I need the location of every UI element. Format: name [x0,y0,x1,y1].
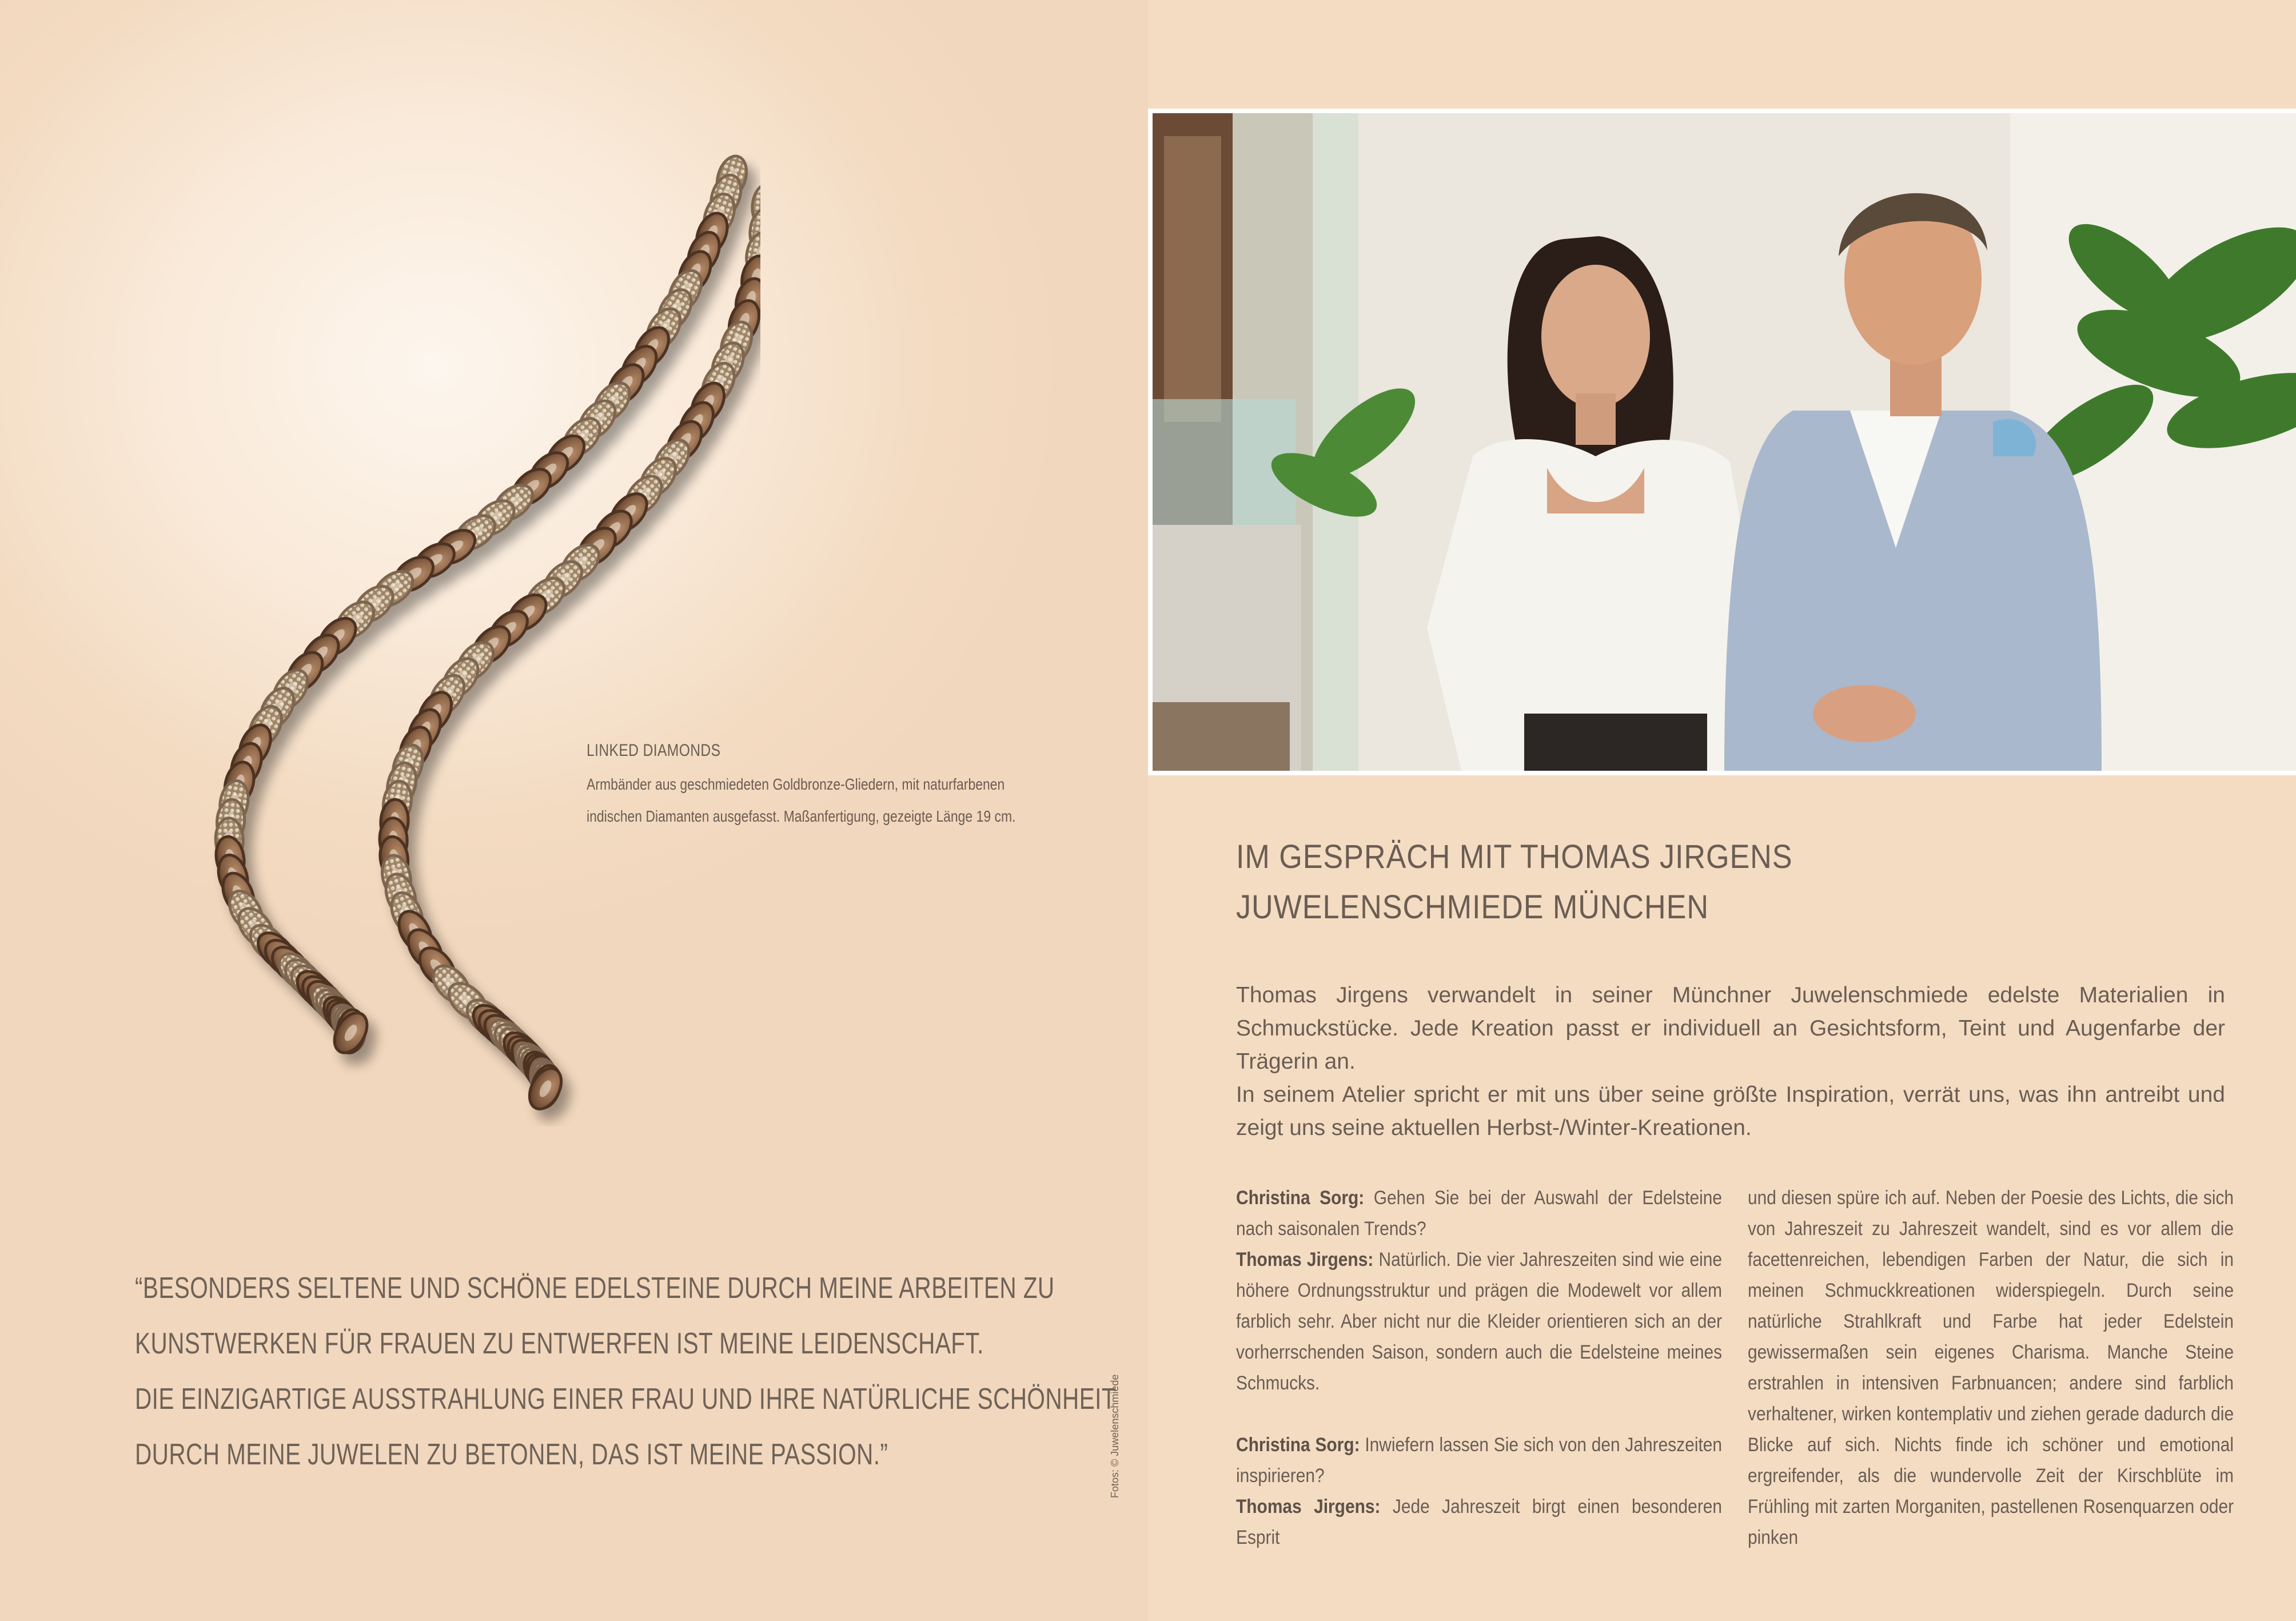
interview-column-2 [1748,1182,2234,1553]
interview-column-1 [1236,1182,1722,1553]
interview-answer [1236,1244,1722,1399]
answer-text: Natürlich. Die vier Jahreszeiten sind wie eine höhere Ordnungsstruktur und prägen die Modewelt vor allem farblich sehr. Aber nicht nur die Kleider orientieren sich an der vorherrschenden Saison, sondern auch die Edelsteine meines Schmucks. [1236,1249,1723,1394]
article-headline [1236,832,1855,933]
headline-line: IM GESPRÄCH MIT THOMAS JIRGENS [1236,838,1793,875]
question-text: Inwiefern lassen Sie sich von den Jahreszeiten inspirieren? [1236,1434,1723,1487]
quote-line: DIE EINZIGARTIGE AUSSTRAHLUNG EINER FRAU UND IHRE NATÜRLICHE SCHÖNHEIT [135,1383,1117,1416]
answer-continuation: und diesen spüre ich auf. Neben der Poesie des Lichts, die sich von Jahreszeit zu Jahreszeit wandelt, sind es vor allem die facettenreichen, lebendigen Farben der Natur, die sich in meinen Schmuckkreationen widerspiegeln. Durch seine natürliche Strahlkraft und Farbe hat jeder Edelstein gewissermaßen sein eigenes Charisma. Manche Steine erstrahlen in intensiven Farbnuancen; andere sind farblich verhaltener, wirken kontemplativ und ziehen gerade dadurch die Blicke auf sich. Nichts finde ich schöner und emotional ergreifender, als die wundervolle Zeit der Kirschblüte im Frühling mit zarten Morganiten, pastellenen Rosenquarzen oder pinken [1748,1187,2234,1548]
interview-answer [1236,1491,1722,1553]
caption-line: indischen Diamanten ausgefasst. Maßanfertigung, gezeigte Länge 19 cm. [587,807,1016,825]
photo-credit: Fotos: © Juwelenschmiede [1109,1374,1121,1498]
interview-question [1236,1429,1722,1491]
speaker-name: Christina Sorg: [1236,1434,1360,1456]
product-caption [587,741,1090,833]
answer-text: Jede Jahreszeit birgt einen besonderen Esprit [1236,1496,1723,1548]
diamond-bracelets-image [189,143,760,1126]
portrait-photo [1148,109,2296,775]
speaker-name: Christina Sorg: [1236,1187,1365,1209]
intro-paragraph: In seinem Atelier spricht er mit uns über seine größte Inspiration, verrät uns, was ihn antreibt und zeigt uns seine aktuellen Herbst-/Winter-Kreationen. [1236,1082,2225,1140]
speaker-name: Thomas Jirgens: [1236,1249,1374,1270]
article-intro [1236,979,2225,1145]
caption-description [587,768,1088,833]
caption-title: LINKED DIAMONDS [587,741,721,760]
speaker-name: Thomas Jirgens: [1236,1496,1381,1518]
intro-paragraph: Thomas Jirgens verwandelt in seiner Münchner Juwelenschmiede edelste Materialien in Schmuckstücke. Jede Kreation passt er individuell an Gesichtsform, Teint und Augenfarbe der Trägerin an. [1236,983,2225,1074]
quote-line: KUNSTWERKEN FÜR FRAUEN ZU ENTWERFEN IST MEINE LEIDENSCHAFT. [135,1327,984,1360]
caption-line: Armbänder aus geschmiedeten Goldbronze-Gliedern, mit naturfarbenen [587,775,1005,793]
question-text: Gehen Sie bei der Auswahl der Edelsteine nach saisonalen Trends? [1236,1187,1723,1240]
quote-line: “BESONDERS SELTENE UND SCHÖNE EDELSTEINE DURCH MEINE ARBEITEN ZU [135,1272,1055,1305]
quote-line: DURCH MEINE JUWELEN ZU BETONEN, DAS IST MEINE PASSION.” [135,1438,888,1471]
interview-question [1236,1182,1722,1244]
portrait-illustration [1153,113,2296,771]
headline-line: JUWELENSCHMIEDE MÜNCHEN [1236,889,1709,926]
